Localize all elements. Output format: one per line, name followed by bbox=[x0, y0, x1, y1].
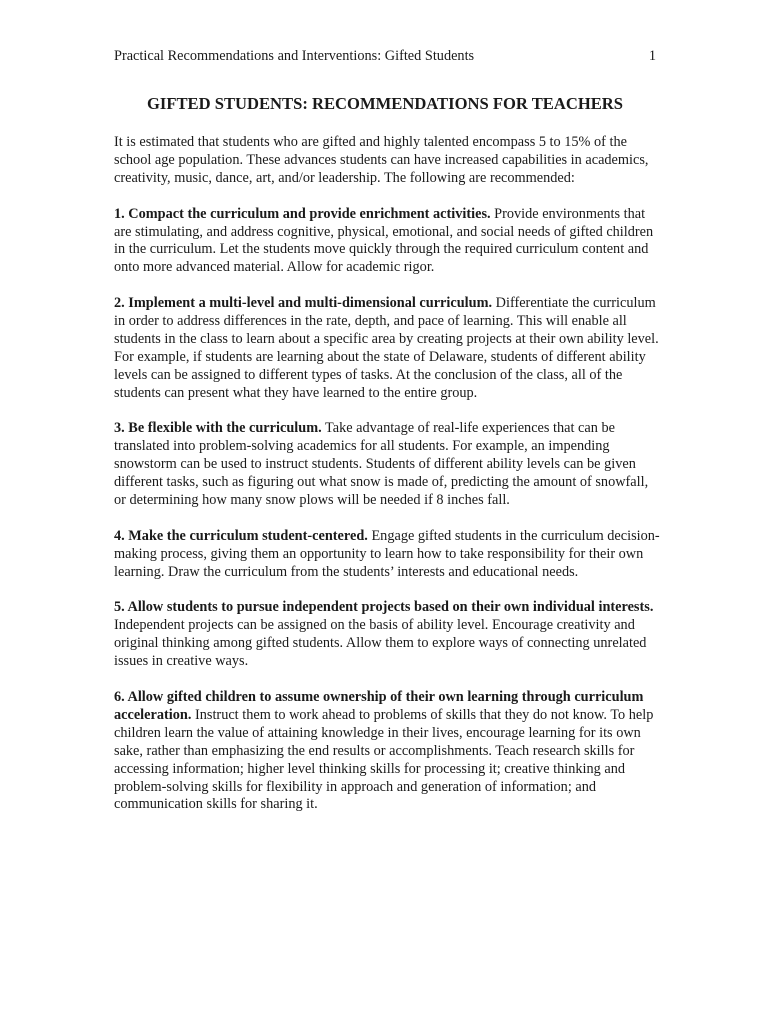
page-number: 1 bbox=[648, 48, 656, 64]
recommendation-1 bbox=[114, 206, 661, 278]
recommendation-5 bbox=[114, 599, 661, 671]
recommendation-1-heading: 1. Compact the curriculum and provide enrichment activities. bbox=[114, 205, 491, 222]
recommendation-6 bbox=[114, 689, 661, 814]
recommendation-5-heading: 5. Allow students to pursue independent projects based on their own individual interests. bbox=[114, 599, 654, 616]
document-title: GIFTED STUDENTS: RECOMMENDATIONS FOR TEACHERS bbox=[146, 94, 624, 113]
recommendation-6-text: Instruct them to work ahead to problems of skills that they do not know. To help children learn the value of attaining knowledge in their lives, encourage learning for its own sake, rather than emphasizing the end results or accomplishments. Teach research skills for accessing information; higher level thinking skills for processing it; creative thinking and problem-solving skills for flexibility in approach and generation of information; and communication skills for sharing it. bbox=[114, 706, 654, 813]
recommendation-4-text: Engage gifted students in the curriculum decision-making process, giving them an opportunity to learn how to take responsibility for their own learning. Draw the curriculum from the students’ interests and educational needs. bbox=[114, 527, 660, 580]
recommendation-3 bbox=[114, 420, 661, 510]
recommendation-5-text: Independent projects can be assigned on the basis of ability level. Encourage creativity and original thinking among gifted students. Allow them to explore ways of connecting unrelated issues in creative ways. bbox=[114, 617, 647, 670]
recommendation-2 bbox=[114, 295, 661, 402]
recommendation-3-text: Take advantage of real-life experiences that can be translated into problem-solving academics for all students. For example, an impending snowstorm can be used to instruct students. Students of different ability levels can be given different tasks, such as figuring out what snow is made of, predicting the amount of snowfall, or determining how many snow plows will be needed if 8 inches fall. bbox=[114, 420, 649, 509]
recommendation-2-heading: 2. Implement a multi-level and multi-dimensional curriculum. bbox=[114, 295, 493, 312]
recommendation-3-heading: 3. Be flexible with the curriculum. bbox=[114, 420, 322, 437]
recommendation-6-heading: 6. Allow gifted children to assume ownership of their own learning through curriculum acceleration. bbox=[114, 689, 644, 723]
running-header bbox=[114, 47, 656, 65]
recommendation-1-text: Provide environments that are stimulating, and address cognitive, physical, emotional, and social needs of gifted children in the curriculum. Let the students move quickly through the required curriculum content and onto more advanced material. Allow for academic rigor. bbox=[114, 205, 654, 276]
recommendation-2-text: Differentiate the curriculum in order to address differences in the rate, depth, and pace of learning. This will enable all students in the class to learn about a specific area by creating projects at their own ability level. For example, if students are learning about the state of Delaware, students of different ability levels can be assigned to different types of tasks. At the conclusion of the class, all of the students can present what they have learned to the entire group. bbox=[114, 295, 659, 401]
running-title: Practical Recommendations and Interventions: Gifted Students bbox=[114, 48, 475, 64]
recommendation-4 bbox=[114, 528, 661, 582]
intro-paragraph: It is estimated that students who are gifted and highly talented encompass 5 to 15% of the school age population. These advances students can have increased capabilities in academics, creativity, music, dance, art, and/or leadership. The following are recommended: bbox=[114, 134, 649, 186]
recommendation-4-heading: 4. Make the curriculum student-centered. bbox=[114, 527, 368, 544]
document-body bbox=[114, 134, 661, 832]
